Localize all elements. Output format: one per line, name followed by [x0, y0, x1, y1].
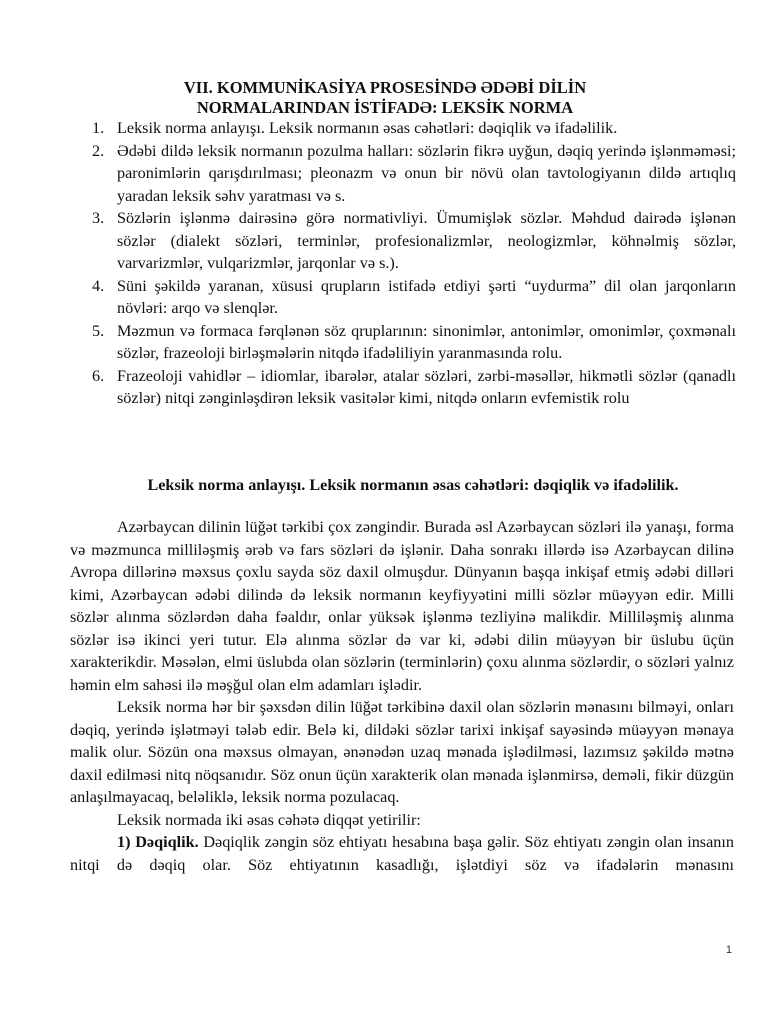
topic-item — [88, 275, 736, 320]
paragraph: Azərbaycan dilinin lüğət tərkibi çox zəngindir. Burada əsl Azərbaycan sözləri ilə yanaşı, forma və məzmunca milliləşmiş ərəb və fars sözləri də işlənir. Daha sonrakı illərdə isə Azərbaycan dilinə Avropa dillərinə məxsus çoxlu sayda söz daxil olmuşdur. Dünyanın başqa inkişaf etmiş ədəbi dilləri kimi, Azərbaycan ədəbi dilində də leksik normanın keyfiyyətini milli sözlər müəyyən edir. Milli sözlər alınma sözlərdən daha fəaldır, onlar yüksək işlənmə tezliyinə malikdir. Milliləşmiş alınma sözlər isə ikinci yeri tutur. Elə alınma sözlər də var ki, ədəbi dilin müəyyən bir üslubu üçün xarakterikdir. Məsələn, elmi üslubda olan sözlərin (terminlərin) çoxu alınma sözlərdir, o sözləri yalnız həmin elm sahəsi ilə məşğul olan elm adamları işlədir. — [70, 518, 734, 694]
paragraph: Leksik norma hər bir şəxsdən dilin lüğət tərkibinə daxil olan sözlərin mənasını bilməyi, onları dəqiq, yerində işlətməyi tələb edir. Belə ki, dildəki sözlər tarixi inkişaf sayəsində müəyyən mənaya malik olur. Sözün ona məxsus olmayan, ənənədən uzaq mənada işlədilməsi, lazımsız şəkildə mətnə daxil edilməsi nitq nöqsanıdır. Söz onun üçün xarakterik olan mənada işlənmirsə, deməli, fikir düzgün anlaşılmayacaq, beləliklə, leksik norma pozulacaq. — [70, 698, 734, 806]
paragraph-text: Dəqiqlik zəngin söz ehtiyatı hesabına başa gəlir. Söz ehtiyatı zəngin olan insanın nitqi də dəqiq olar. Söz ehtiyatının kasadlığı, işlətdiyi söz və ifadələrin mənasını — [70, 833, 734, 874]
topic-text: Leksik norma anlayışı. Leksik normanın əsas cəhətləri: dəqiqlik və ifadəlilik. — [117, 119, 618, 137]
topic-list — [88, 117, 736, 410]
topic-item — [88, 320, 736, 365]
chapter-title-line-2: NORMALARINDAN İSTİFADƏ: LEKSİK NORMA — [196, 98, 574, 117]
topic-number: 1. — [92, 119, 105, 137]
topic-item — [88, 207, 736, 275]
paragraph: Leksik normada iki əsas cəhətə diqqət yetirilir: — [117, 810, 421, 829]
topic-item — [88, 140, 736, 208]
paragraph — [70, 831, 734, 876]
page-number: 1 — [725, 944, 732, 956]
topic-number: 5. — [92, 321, 105, 340]
topic-number: 3. — [92, 209, 105, 227]
topic-number: 2. — [92, 141, 105, 160]
topic-item — [88, 117, 736, 140]
topic-number: 6. — [92, 366, 105, 385]
chapter-title-line-1: VII. KOMMUNİKASİYA PROSESİNDƏ ƏDƏBİ DİLİN — [183, 78, 587, 97]
section-heading: Leksik norma anlayışı. Leksik normanın əsas cəhətləri: dəqiqlik və ifadəlilik. — [147, 476, 679, 494]
bold-term: 1) Dəqiqlik. — [117, 833, 199, 851]
topic-text: Frazeoloji vahidlər – idiomlar, ibarələr, atalar sözləri, zərbi-məsəllər, hikmətli sözlər (qanadlı sözlər) nitqi zənginləşdirən leksik vasitələr kimi, nitqdə onların evfemistik rolu — [117, 366, 736, 407]
topic-number: 4. — [92, 276, 105, 295]
topic-text: Məzmun və formaca fərqlənən söz qruplarının: sinonimlər, antonimlər, omonimlər, çoxmənalı sözlər, frazeoloji birləşmələrin nitqdə ifadəliliyin yaranmasında rolu. — [117, 321, 736, 362]
topic-text: Ədəbi dildə leksik normanın pozulma halları: sözlərin fikrə uyğun, dəqiq yerində işlənməməsi; paronimlərin qarışdırılması; pleonazm və onun bir növü olan tavtologiyanın dildə artıqlıq yaradan leksik səhv yaratması və s. — [117, 141, 736, 205]
topic-text: Süni şəkildə yaranan, xüsusi qrupların istifadə etdiyi şərti “uydurma” dil olan jarqonların növləri: arqo və slenqlər. — [117, 276, 736, 317]
topic-item — [88, 365, 736, 410]
topic-text: Sözlərin işlənmə dairəsinə görə normativliyi. Ümumişlək sözlər. Məhdud dairədə işlənən sözlər (dialekt sözləri, terminlər, profesionalizmlər, neologizmlər, köhnəlmiş sözlər, varvarizmlər, vulqarizmlər, jarqonlar və s.). — [117, 209, 736, 272]
body-text — [70, 516, 734, 876]
